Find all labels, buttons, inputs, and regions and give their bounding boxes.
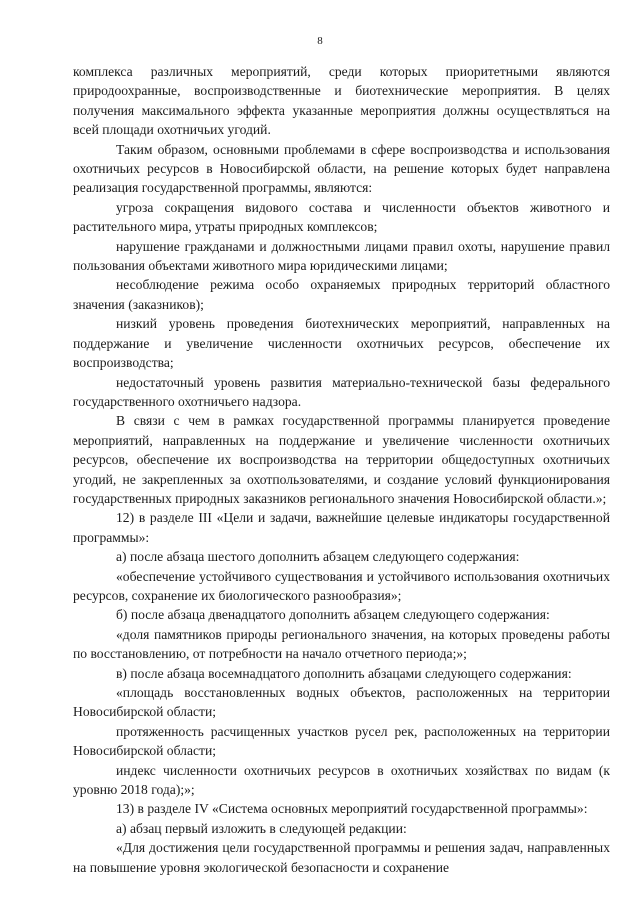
paragraph: «доля памятников природы регионального значения, на которых проведены работы по восстановлению, от потребности на начало отчетного периода;»; [73, 626, 610, 662]
page-number: 8 [317, 35, 323, 47]
paragraph: а) абзац первый изложить в следующей редакции: [116, 820, 407, 836]
paragraph: в) после абзаца восемнадцатого дополнить абзацами следующего содержания: [116, 665, 572, 681]
document-body [73, 62, 610, 877]
paragraph: комплекса различных мероприятий, среди которых приоритетными являются природоохранные, воспроизводственные и биотехнические мероприятия. В целях получения максимального эффекта указанные мероприятия должны осуществляться на всей площади охотничьих угодий. [73, 64, 610, 138]
paragraph: несоблюдение режима особо охраняемых природных территорий областного значения (заказников); [73, 277, 610, 312]
paragraph: угроза сокращения видового состава и численности объектов животного и растительного мира, утраты природных комплексов; [73, 199, 610, 235]
paragraph: а) после абзаца шестого дополнить абзацем следующего содержания: [116, 549, 520, 565]
paragraph: недостаточный уровень развития материально-технической базы федерального государственного охотничьего надзора. [73, 374, 610, 409]
paragraph: нарушение гражданами и должностными лицами правил охоты, нарушение правил пользования объектами животного мира юридическими лицами; [73, 238, 610, 274]
paragraph: «площадь восстановленных водных объектов, расположенных на территории Новосибирской области; [73, 685, 610, 720]
paragraph: В связи с чем в рамках государственной программы планируется проведение мероприятий, направленных на поддержание и увеличение численности охотничьих ресурсов, обеспечение их воспроизводства на территории общедоступных охотничьих угодий, не закрепленных за охотпользователями, и создание условий функционирования государственных природных заказников регионального значения Новосибирской области.»; [73, 413, 610, 506]
paragraph: «обеспечение устойчивого существования и устойчивого использования охотничьих ресурсов, сохранение их биологического разнообразия»; [73, 568, 610, 603]
paragraph: индекс численности охотничьих ресурсов в охотничьих хозяйствах по видам (к уровню 2018 года);»; [73, 762, 610, 798]
paragraph: Таким образом, основными проблемами в сфере воспроизводства и использования охотничьих ресурсов в Новосибирской области, на решение которых будет направлена реализация государственной программы, являются: [73, 141, 610, 196]
paragraph: 13) в разделе IV «Система основных мероприятий государственной программы»: [116, 801, 588, 817]
paragraph: протяженность расчищенных участков русел рек, расположенных на территории Новосибирской области; [73, 723, 610, 759]
paragraph: низкий уровень проведения биотехнических мероприятий, направленных на поддержание и увеличение численности охотничьих ресурсов, обеспечение их воспроизводства; [73, 316, 610, 371]
paragraph: 12) в разделе III «Цели и задачи, важнейшие целевые индикаторы государственной программы»: [73, 510, 610, 545]
paragraph: «Для достижения цели государственной программы и решения задач, направленных на повышение уровня экологической безопасности и сохранение [73, 840, 610, 875]
paragraph: б) после абзаца двенадцатого дополнить абзацем следующего содержания: [116, 607, 550, 623]
